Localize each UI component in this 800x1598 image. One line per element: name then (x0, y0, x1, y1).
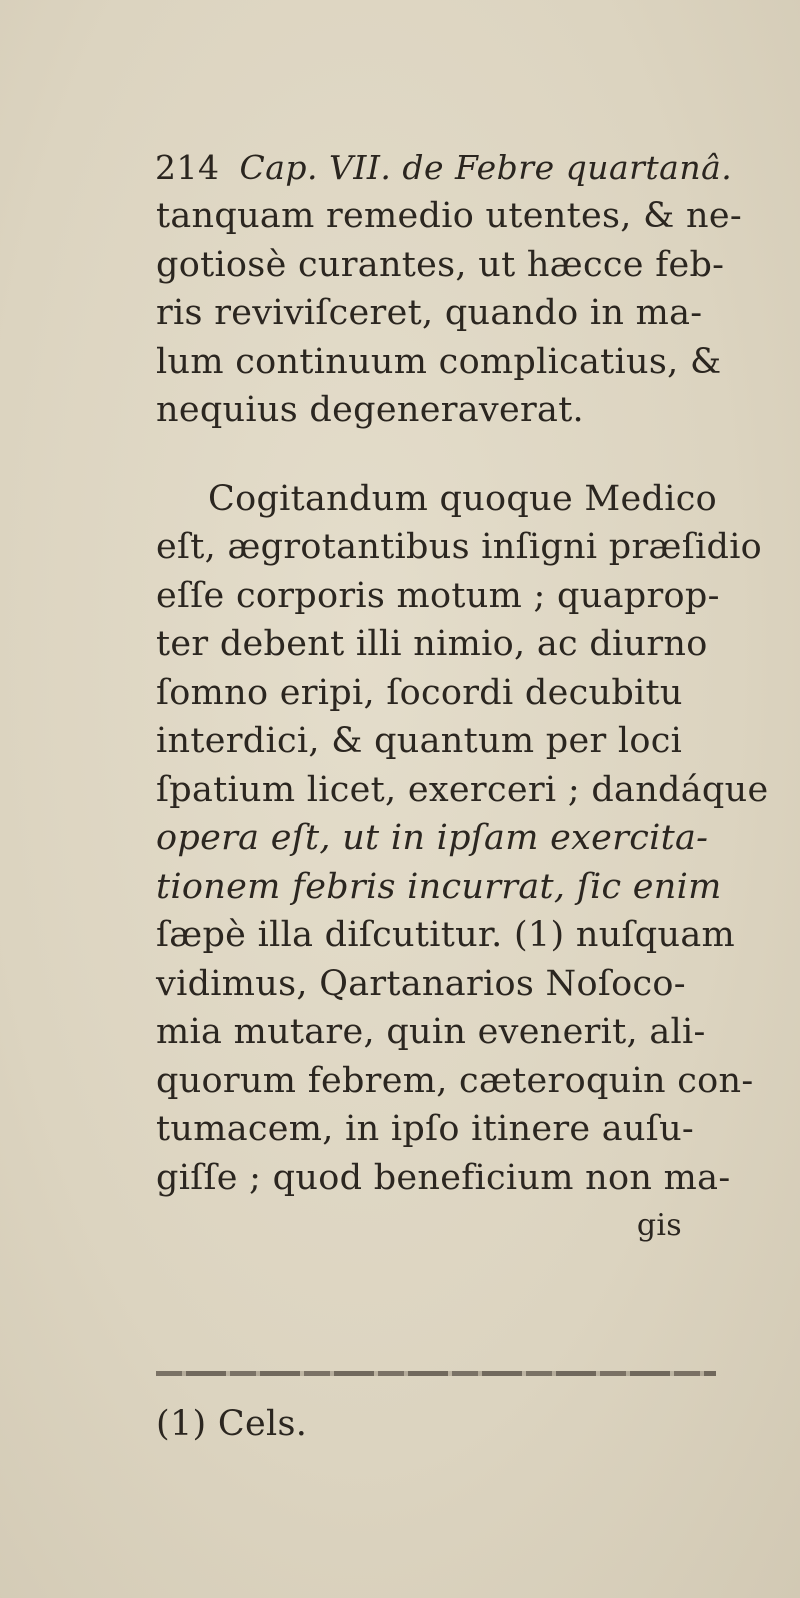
text-line: mia mutare, quin evenerit, ali- (156, 1012, 706, 1052)
footnote-divider (156, 1371, 716, 1376)
italic-text-line: tionem febris incurrat, ſic enim (156, 866, 722, 907)
paragraph-start-line: Cogitandum quoque Medico (208, 478, 718, 519)
text-line: ſæpè illa diſcutitur. (1) nuſquam (156, 915, 736, 955)
page-header (155, 148, 732, 187)
text-line: interdici, & quantum per loci (156, 721, 683, 761)
text-line: vidimus, Qartanarios Noſoco- (156, 963, 686, 1004)
text-line: lum continuum complicatius, & (156, 341, 722, 382)
text-line: eſſe corporis motum ; quaprop- (156, 575, 720, 616)
text-line: tanquam remedio utentes, & ne- (156, 196, 742, 236)
page-number: 214 (155, 148, 220, 187)
text-line: tumacem, in ipſo itinere auſu- (156, 1109, 695, 1149)
text-line: quorum febrem, cæteroquin con- (156, 1060, 754, 1101)
catchword: gis (636, 1208, 682, 1243)
italic-text-line: opera eſt, ut in ipſam exercita- (156, 818, 709, 858)
footnote: (1) Cels. (156, 1404, 308, 1444)
text-line: gotiosè curantes, ut hæcce feb- (156, 244, 725, 285)
text-line: ris reviviſceret, quando in ma- (156, 293, 703, 333)
text-line: ter debent illi nimio, ac diurno (156, 624, 708, 664)
text-line: ſomno eripi, ſocordi decubitu (156, 672, 683, 713)
running-title: Cap. VII. de Febre quartanâ. (239, 148, 733, 187)
text-line: ſpatium licet, exerceri ; dandáque (156, 769, 769, 810)
text-line: eſt, ægrotantibus inſigni præſidio (156, 527, 763, 567)
main-text (156, 192, 769, 1251)
text-line: giſſe ; quod beneficium non ma- (156, 1157, 731, 1198)
text-line: nequius degeneraverat. (156, 390, 584, 430)
